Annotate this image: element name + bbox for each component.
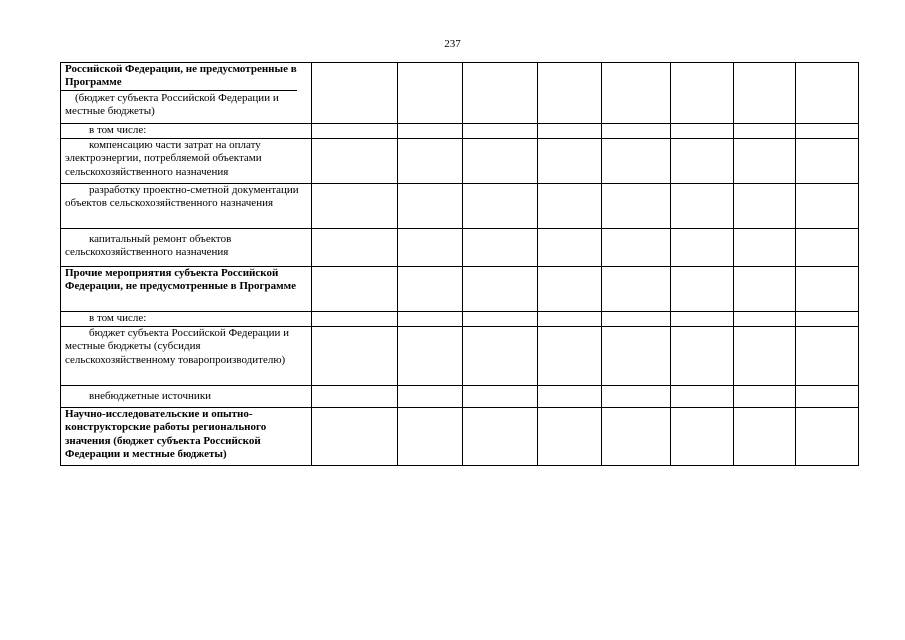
- table-row: [61, 139, 859, 184]
- table-cell: [398, 139, 463, 184]
- table-cell: [312, 408, 398, 466]
- table-cell: [796, 386, 859, 408]
- row-label-cell: бюджет субъекта Российской Федерации и местные бюджеты (субсидия сельскохозяйственному товаропроизводителю): [61, 327, 312, 386]
- table-cell: [398, 327, 463, 386]
- table-cell: [398, 124, 463, 139]
- table-cell: [734, 312, 796, 327]
- table-cell: [538, 327, 602, 386]
- table-row: [61, 124, 859, 139]
- table-row: [61, 229, 859, 267]
- table-cell: [463, 63, 538, 124]
- table-cell: [463, 312, 538, 327]
- table-cell: [796, 229, 859, 267]
- table-row: [61, 408, 859, 466]
- table-cell: [602, 184, 671, 229]
- row-label-cell: Научно-исследовательские и опытно-конструкторские работы регионального значения (бюджет субъекта Российской Федерации и местные бюджеты): [61, 408, 312, 466]
- table-row: [61, 312, 859, 327]
- table-cell: [671, 184, 734, 229]
- table-cell: [538, 312, 602, 327]
- table-cell: [796, 312, 859, 327]
- table-row: [61, 327, 859, 386]
- table-cell: [463, 267, 538, 312]
- table-cell: [538, 63, 602, 124]
- table-cell: [796, 184, 859, 229]
- table-cell: [463, 408, 538, 466]
- table-cell: [538, 184, 602, 229]
- table-cell: [734, 327, 796, 386]
- table-cell: [734, 386, 796, 408]
- table-cell: [538, 408, 602, 466]
- table-cell: [463, 124, 538, 139]
- table-cell: [602, 386, 671, 408]
- row-label-cell: в том числе:: [61, 124, 312, 139]
- table-cell: [602, 267, 671, 312]
- row-label-bold: Российской Федерации, не предусмотренные в Программе: [65, 63, 297, 89]
- table-cell: [538, 386, 602, 408]
- table-cell: [312, 229, 398, 267]
- table-cell: [796, 408, 859, 466]
- row-label-cell: [61, 63, 312, 124]
- table-row: [61, 386, 859, 408]
- table-cell: [602, 408, 671, 466]
- table-cell: [671, 386, 734, 408]
- table-cell: [796, 327, 859, 386]
- table-cell: [796, 63, 859, 124]
- row-label-cell: в том числе:: [61, 312, 312, 327]
- table-cell: [398, 63, 463, 124]
- table-cell: [734, 124, 796, 139]
- table-row: [61, 63, 859, 124]
- table-cell: [796, 267, 859, 312]
- table-cell: [538, 267, 602, 312]
- table-cell: [734, 408, 796, 466]
- table-cell: [796, 124, 859, 139]
- table-cell: [671, 327, 734, 386]
- table-cell: [538, 229, 602, 267]
- table-cell: [463, 229, 538, 267]
- table-cell: [398, 408, 463, 466]
- table-cell: [734, 139, 796, 184]
- table-cell: [602, 229, 671, 267]
- page-number: 237: [444, 38, 461, 50]
- table-cell: [538, 124, 602, 139]
- table-cell: [671, 267, 734, 312]
- row-label-cell: разработку проектно-сметной документации объектов сельскохозяйственного назначения: [61, 184, 312, 229]
- table-cell: [671, 124, 734, 139]
- row-label-sub: (бюджет субъекта Российской Федерации и местные бюджеты): [65, 91, 279, 118]
- table-cell: [671, 63, 734, 124]
- table-row: [61, 184, 859, 229]
- table-cell: [671, 312, 734, 327]
- table-cell: [602, 124, 671, 139]
- row-label-cell: внебюджетные источники: [61, 386, 312, 408]
- table-cell: [734, 63, 796, 124]
- budget-table: [60, 62, 859, 466]
- row-label-cell: Прочие мероприятия субъекта Российской Федерации, не предусмотренные в Программе: [61, 267, 312, 312]
- table-cell: [463, 386, 538, 408]
- table-cell: [538, 139, 602, 184]
- table-cell: [734, 184, 796, 229]
- table-cell: [312, 267, 398, 312]
- table-cell: [312, 124, 398, 139]
- table-cell: [398, 267, 463, 312]
- table-cell: [398, 386, 463, 408]
- table-cell: [734, 267, 796, 312]
- table-cell: [312, 184, 398, 229]
- table-cell: [463, 139, 538, 184]
- table-cell: [671, 408, 734, 466]
- table-cell: [671, 229, 734, 267]
- table-cell: [463, 184, 538, 229]
- table-cell: [796, 139, 859, 184]
- table-cell: [398, 312, 463, 327]
- table-cell: [602, 312, 671, 327]
- table-cell: [312, 386, 398, 408]
- table-cell: [671, 139, 734, 184]
- table-cell: [312, 63, 398, 124]
- table-cell: [734, 229, 796, 267]
- row-label-cell: капитальный ремонт объектов сельскохозяйственного назначения: [61, 229, 312, 267]
- table-cell: [312, 327, 398, 386]
- row-label-cell: компенсацию части затрат на оплату электроэнергии, потребляемой объектами сельскохозяйственного назначения: [61, 139, 312, 184]
- table-cell: [312, 312, 398, 327]
- table-cell: [312, 139, 398, 184]
- table-cell: [602, 327, 671, 386]
- table-cell: [602, 139, 671, 184]
- table-cell: [602, 63, 671, 124]
- table-cell: [463, 327, 538, 386]
- table-row: [61, 267, 859, 312]
- table-cell: [398, 229, 463, 267]
- table-cell: [398, 184, 463, 229]
